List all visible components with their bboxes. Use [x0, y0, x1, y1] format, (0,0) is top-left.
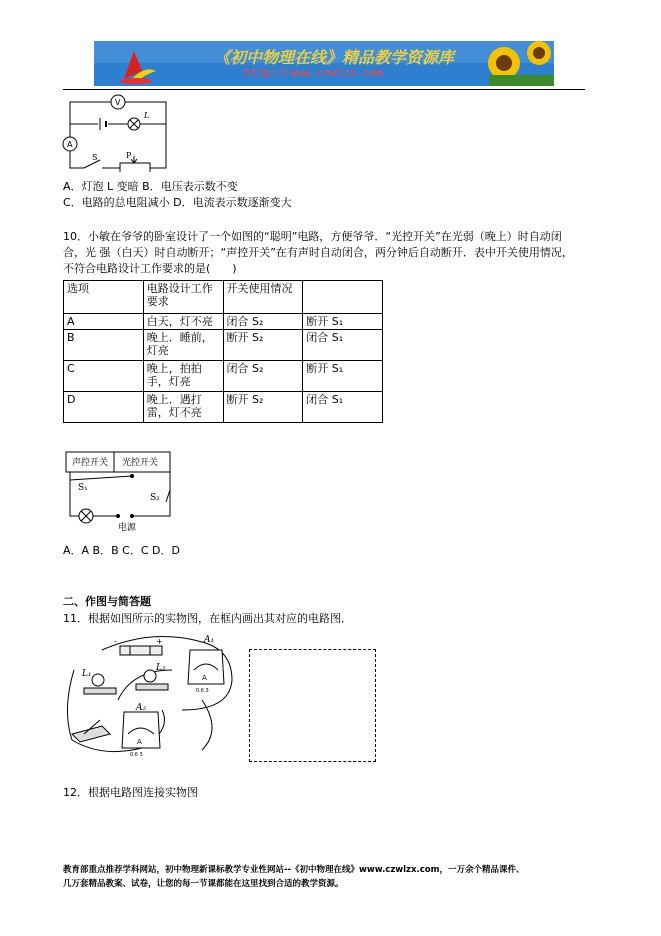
q11-physical-circuit-image: [62, 630, 242, 762]
table-header-cell: 电路设计工作要求: [143, 281, 223, 314]
l2-label: L₂: [156, 663, 166, 673]
a1-label: A₁: [204, 635, 215, 645]
table-cell: 闭合 S₂: [223, 361, 303, 392]
table-cell: B: [64, 330, 144, 361]
plus-label: +: [156, 637, 163, 646]
footer-line2: 几万套精品教案、试卷，让您的每一节课都能在这里找到合适的教学资源。: [63, 879, 344, 889]
table-cell: C: [64, 361, 144, 392]
table-row: [64, 330, 383, 361]
sound-switch-label: 声控开关: [72, 458, 109, 468]
q11-stem: 11．根据如图所示的实物图，在框内画出其对应的电路图．: [63, 612, 352, 625]
table-cell: 晚上．遇打雷，灯不亮: [143, 392, 223, 423]
table-row: [64, 392, 383, 423]
table-cell: A: [64, 314, 144, 330]
slider-label: P: [126, 151, 132, 160]
ammeter-label: A: [67, 140, 73, 149]
a2-scale-label: 0.6 3: [130, 752, 143, 758]
a2-label: A₂: [136, 703, 147, 713]
q10-options: A．A B．B C．C D．D: [63, 544, 180, 557]
q12-stem: 12．根据电路图连接实物图: [63, 786, 198, 799]
s1-label: S₁: [78, 483, 88, 493]
a1-meter-letter: A: [202, 674, 207, 682]
q10-stem: 10．小敏在爷爷的卧室设计了一个如图的“聪明”电路，方便爷爷．“光控开关”在光弱（晚上）时自动闭合，光 强（白天）时自动断开；“声控开关”在有声时自动闭合，两分钟后自动断开．表中开关使用情况，不符合电路设计工作要求的是( ): [63, 230, 573, 275]
minus-label: -: [114, 637, 117, 646]
table-cell: 断开 S₁: [303, 314, 383, 330]
table-row: [64, 314, 383, 330]
table-header-row: [64, 281, 383, 314]
q9-options-line2: C．电路的总电阻减小 D．电流表示数逐渐变大: [63, 196, 292, 209]
table-header-cell: 开关使用情况: [223, 281, 303, 314]
table-cell: 闭合 S₁: [303, 330, 383, 361]
voltmeter-label: V: [115, 98, 121, 107]
table-cell: 闭合 S₂: [223, 314, 303, 330]
page-footer: [63, 863, 593, 891]
footer-line1: 教育部重点推荐学科网站，初中物理新课标教学专业性网站--《初中物理在线》www.czwlzx.com，一万余个精品课件、: [63, 865, 525, 875]
table-cell: 断开 S₂: [223, 392, 303, 423]
table-header-cell: 选项: [64, 281, 144, 314]
a1-scale-label: 0.6 3: [196, 688, 209, 694]
header-banner: [94, 41, 554, 86]
s2-label: S₂: [150, 493, 160, 503]
table-cell: 断开 S₁: [303, 361, 383, 392]
table-cell: 晚上，拍拍手，灯亮: [143, 361, 223, 392]
q10-options-table: [63, 280, 383, 423]
power-label: 电源: [118, 523, 137, 532]
q9-circuit-diagram: [62, 92, 172, 172]
banner-title: 《初中物理在线》精品教学资源库: [214, 48, 455, 67]
table-cell: D: [64, 392, 144, 423]
table-cell: 闭合 S₁: [303, 392, 383, 423]
table-row: [64, 361, 383, 392]
q10-circuit-diagram: [62, 450, 182, 532]
section-title: 二、作图与简答题: [63, 595, 151, 608]
table-header-cell: [303, 281, 383, 314]
l1-label: L₁: [82, 669, 92, 679]
table-cell: 白天，灯不亮: [143, 314, 223, 330]
lamp-label: L: [144, 111, 150, 120]
a2-meter-letter: A: [137, 738, 142, 746]
light-switch-label: 光控开关: [122, 458, 159, 468]
header-rule: [63, 89, 585, 90]
q9-options-line1: A．灯泡 L 变暗 B．电压表示数不变: [63, 180, 238, 193]
answer-drawing-box[interactable]: [249, 649, 376, 762]
table-cell: 断开 S₂: [223, 330, 303, 361]
switch-label: S: [92, 153, 98, 162]
banner-url[interactable]: http://www.czwlzx.com: [244, 66, 384, 79]
table-cell: 晚上．睡前，灯亮: [143, 330, 223, 361]
